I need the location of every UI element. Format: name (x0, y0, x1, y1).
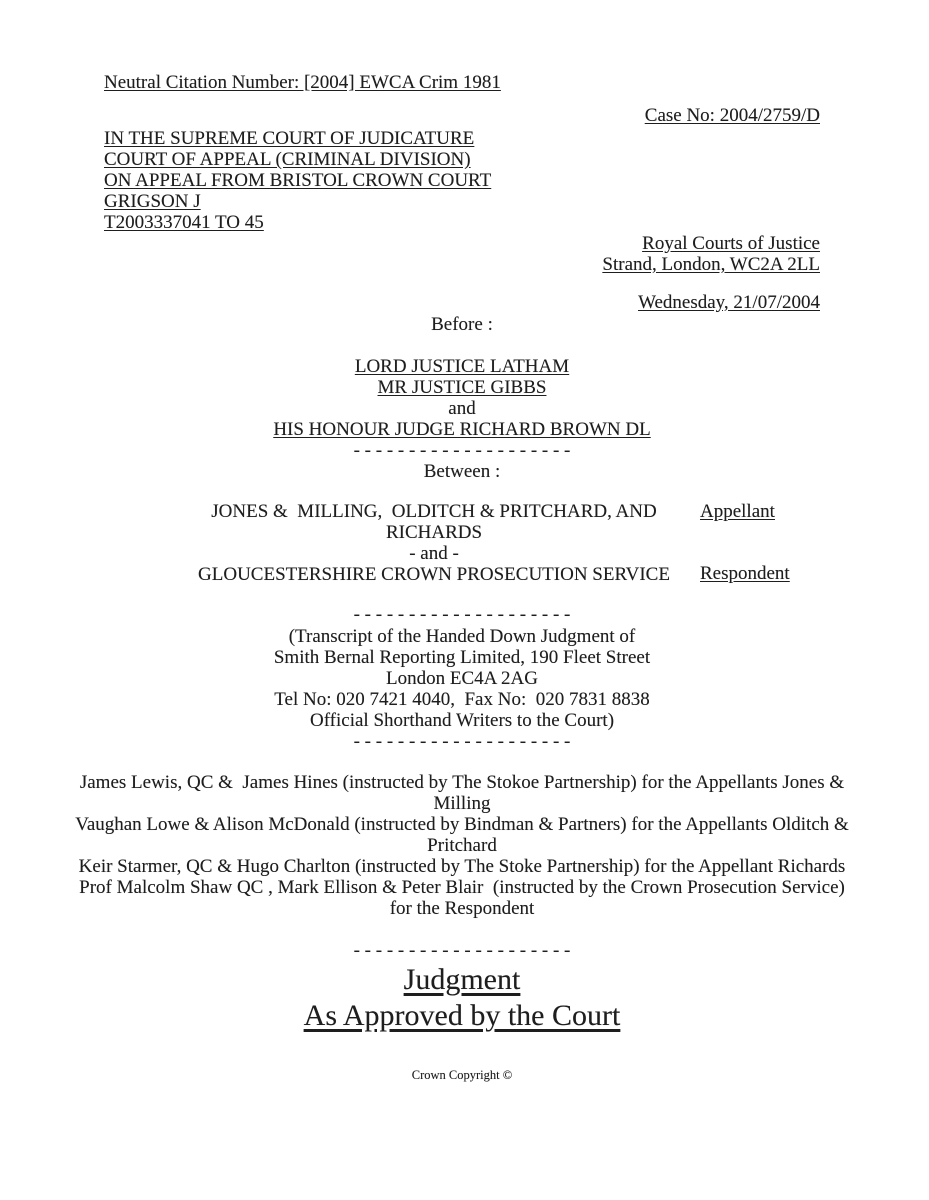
judgment-title: Judgment (403, 963, 521, 996)
judge-below: GRIGSON J (104, 191, 201, 212)
counsel-line: Milling (433, 793, 491, 814)
judge-name: HIS HONOUR JUDGE RICHARD BROWN DL (273, 419, 651, 440)
counsel-block (74, 772, 850, 919)
hearing-date-row (104, 292, 820, 313)
dashed-separator: - - - - - - - - - - - - - - - - - - - - (353, 440, 571, 461)
counsel-line: Pritchard (427, 835, 497, 856)
counsel-line: Prof Malcolm Shaw QC , Mark Ellison & Peter Blair (instructed by the Crown Prosecution Service) (79, 877, 845, 898)
dashed-separator: - - - - - - - - - - - - - - - - - - - - (353, 731, 571, 752)
case-reference-numbers: T2003337041 TO 45 (104, 212, 264, 233)
transcript-block (104, 626, 820, 731)
case-number: Case No: 2004/2759/D (644, 105, 820, 126)
judges-block (104, 356, 820, 440)
address-line: Royal Courts of Justice (642, 233, 820, 254)
counsel-line: Vaughan Lowe & Alison McDonald (instructed by Bindman & Partners) for the Appellants Olditch & (75, 814, 849, 835)
judgment-subtitle: As Approved by the Court (303, 999, 621, 1032)
appellant-names-continued: RICHARDS (385, 522, 483, 543)
neutral-citation: Neutral Citation Number: [2004] EWCA Crim 1981 (104, 72, 501, 93)
court-line: IN THE SUPREME COURT OF JUDICATURE (104, 128, 475, 149)
counsel-line: James Lewis, QC & James Hines (instructed by The Stokoe Partnership) for the Appellants Jones & (79, 772, 845, 793)
and-separator: and (448, 398, 476, 419)
court-header-block (104, 128, 820, 233)
counsel-line: Keir Starmer, QC & Hugo Charlton (instructed by The Stoke Partnership) for the Appellant Richards (78, 856, 846, 877)
appellant-label: Appellant (700, 501, 775, 522)
transcript-line: Tel No: 020 7421 4040, Fax No: 020 7831 8838 (274, 689, 650, 710)
transcript-line: Official Shorthand Writers to the Court) (309, 710, 615, 731)
between-label: Between : (423, 461, 501, 482)
judgment-title-block (104, 962, 820, 1034)
appellant-names: JONES & MILLING, OLDITCH & PRITCHARD, AND (211, 501, 657, 522)
counsel-line: for the Respondent (389, 898, 535, 919)
dashed-separator: - - - - - - - - - - - - - - - - - - - - (353, 604, 571, 625)
case-number-row (104, 105, 820, 126)
court-line: COURT OF APPEAL (CRIMINAL DIVISION) (104, 149, 471, 170)
court-line: ON APPEAL FROM BRISTOL CROWN COURT (104, 170, 492, 191)
hearing-date: Wednesday, 21/07/2004 (638, 292, 820, 313)
before-label: Before : (431, 314, 493, 335)
address-line: Strand, London, WC2A 2LL (602, 254, 820, 275)
transcript-line: (Transcript of the Handed Down Judgment of (288, 626, 636, 647)
dashed-separator: - - - - - - - - - - - - - - - - - - - - (353, 940, 571, 961)
parties-block (104, 501, 790, 585)
crown-copyright: Crown Copyright © (411, 1068, 513, 1082)
judge-name: MR JUSTICE GIBBS (377, 377, 547, 398)
judge-name: LORD JUSTICE LATHAM (354, 356, 570, 377)
court-address-block (104, 233, 820, 275)
transcript-line: Smith Bernal Reporting Limited, 190 Fleet Street (273, 647, 651, 668)
respondent-label: Respondent (700, 563, 790, 584)
and-divider: - and - (409, 543, 459, 564)
transcript-line: London EC4A 2AG (386, 668, 538, 689)
respondent-name: GLOUCESTERSHIRE CROWN PROSECUTION SERVICE (198, 564, 670, 585)
